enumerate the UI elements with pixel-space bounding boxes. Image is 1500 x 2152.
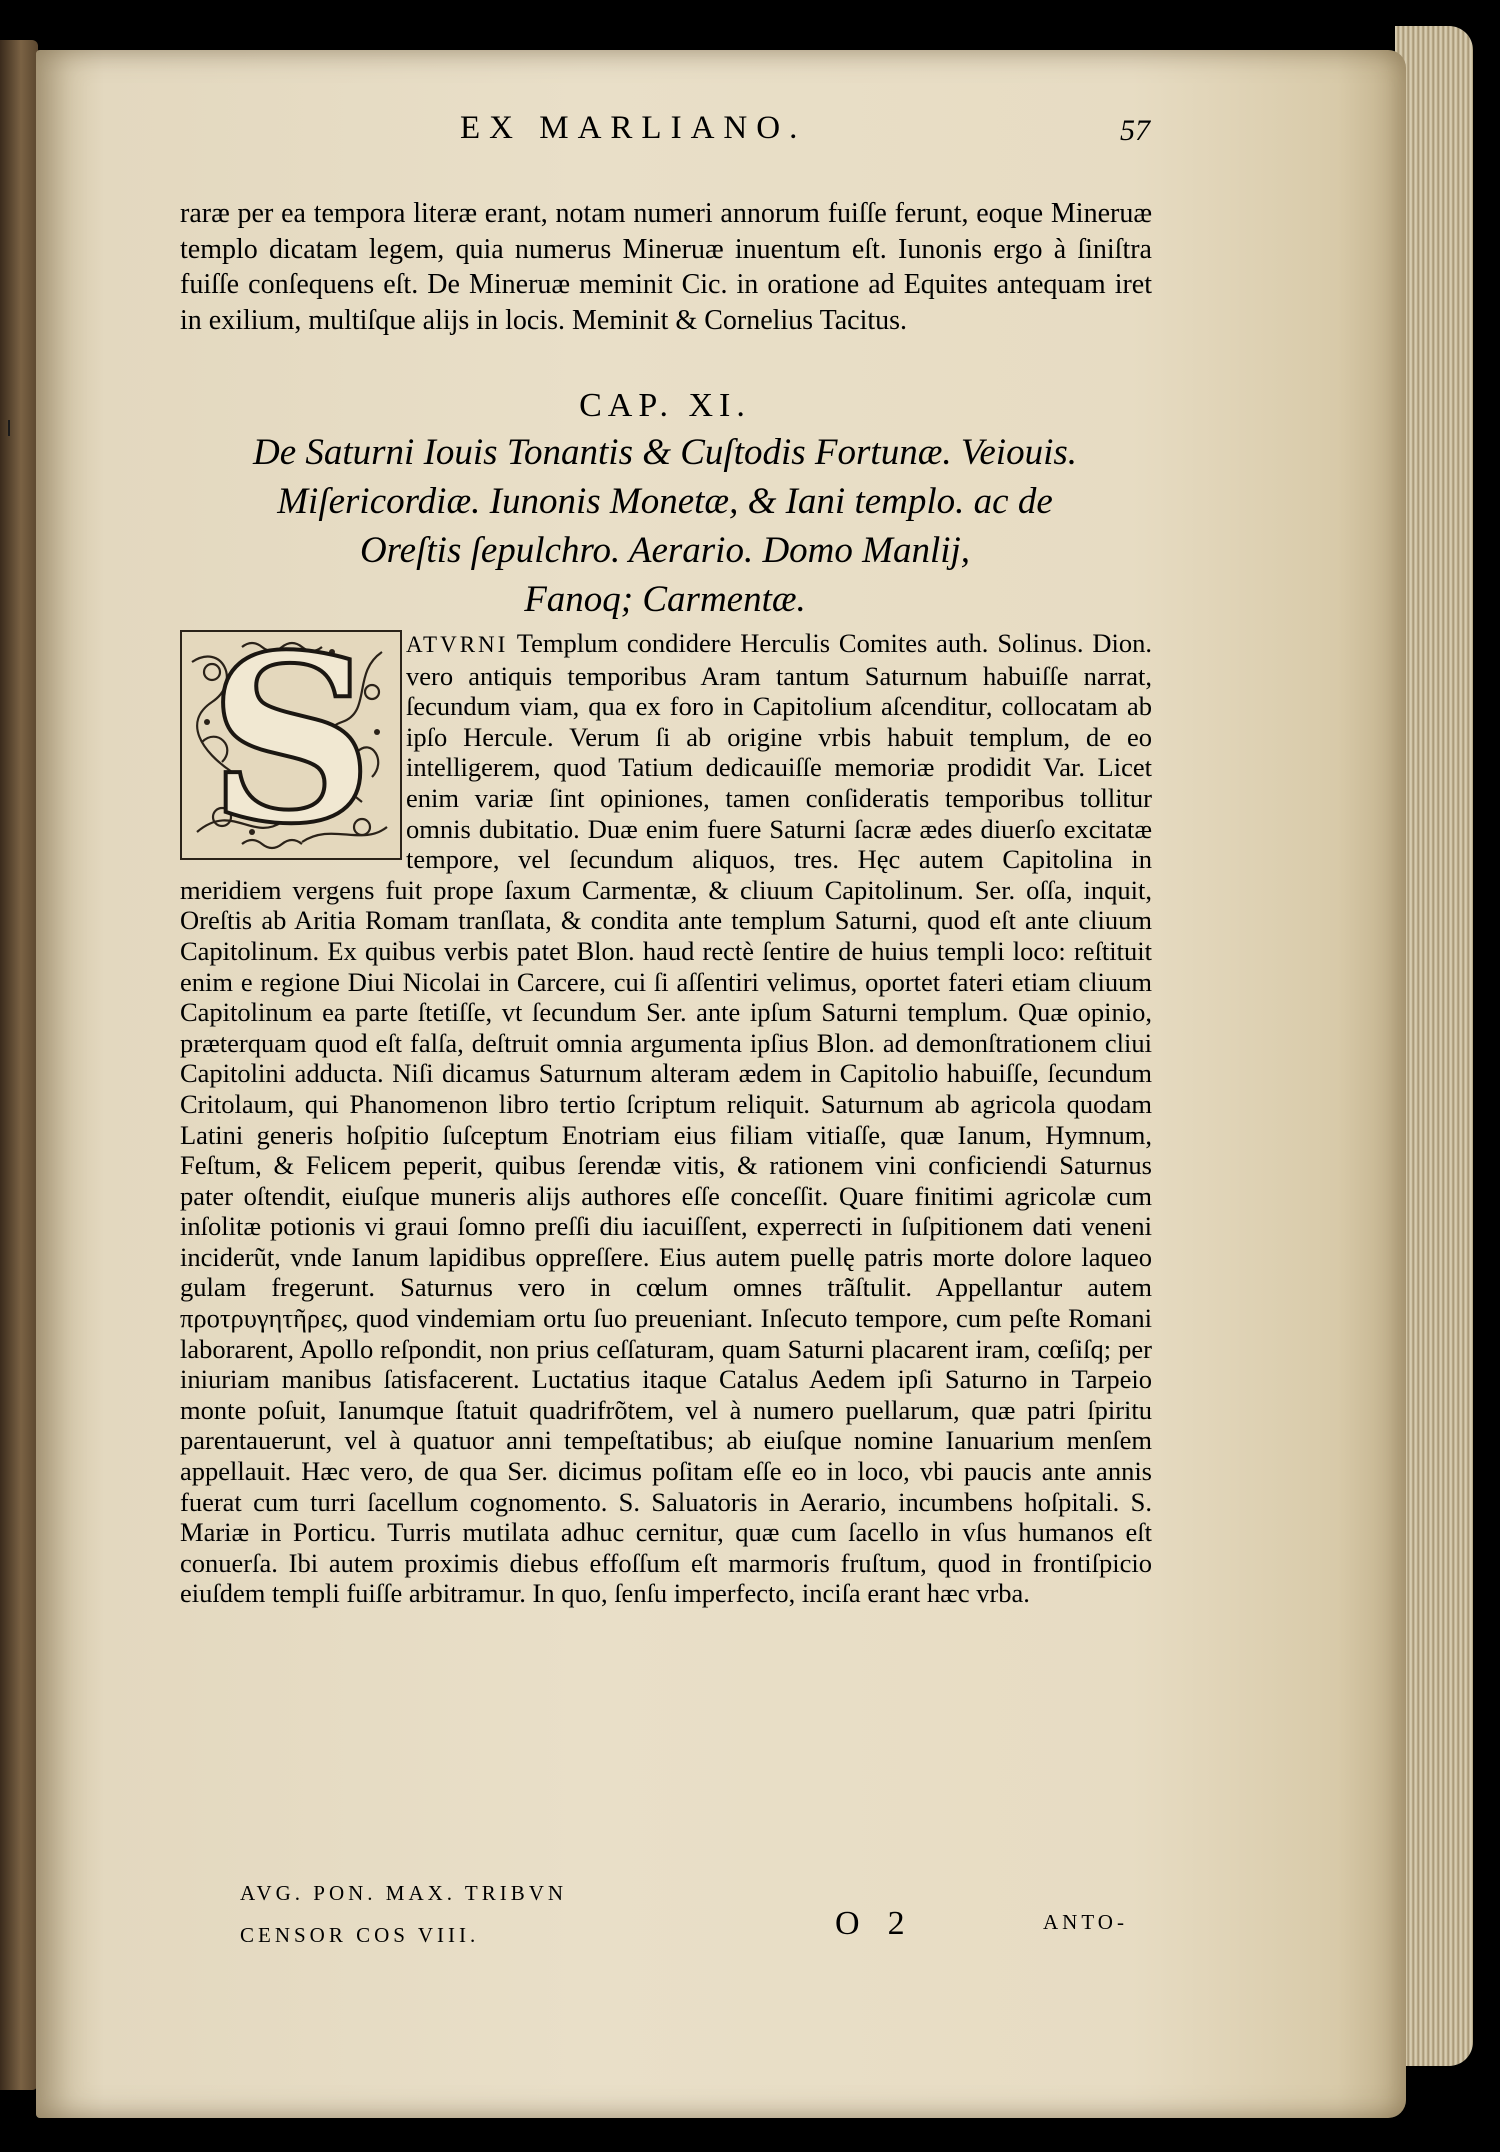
signature-mark (835, 1905, 933, 1943)
decorated-initial (180, 605, 402, 875)
inscription-line: CENSOR COS VIII. (240, 1923, 480, 1947)
catchword: ANTO- (1043, 1910, 1128, 1934)
inscription-line: AVG. PON. MAX. TRIBVN (240, 1881, 568, 1905)
inscription (240, 1872, 567, 1956)
running-head: EX MARLIANO. (460, 110, 807, 146)
chapter-title-line: Oreſtis ſepulchro. Aerario. Domo Manlij, (359, 530, 971, 571)
opening-caps: ATVRNI (406, 632, 509, 657)
page-number: 57 (1120, 114, 1150, 147)
chapter-title-line: De Saturni Iouis Tonantis & Cuſtodis Fortunæ. Veiouis. (252, 432, 1078, 473)
margin-mark (8, 420, 10, 436)
signature-letter: O (835, 1905, 860, 1942)
chapter-title-line: Fanoq; Carmentæ. (524, 579, 806, 620)
signature-number: 2 (887, 1905, 905, 1942)
page-header (180, 110, 1150, 160)
intro-paragraph: raræ per ea tempora literæ erant, notam numeri annorum fuiſſe ferunt, eoque Mineruæ templo dicatam legem, quia numerus Mineruæ inuentum eſt. Iunonis ergo à ſiniſtra fuiſſe conſequens eſt. De Mineruæ meminit Cic. in oratione ad Equites antequam iret in exilium, multiſque alijs in locis. Meminit & Cornelius Tacitus. (180, 198, 1152, 336)
chapter-title (180, 428, 1150, 624)
main-body: Templum condidere Herculis Comites auth. Solinus. Dion. vero antiquis temporibus Aram tantum Saturnum habuiſſe narrat, ſecundum viam, qua ex foro in Capitolium aſcenditur, collocatam ab ipſo Hercule. Verum ſi ab origine vrbis habuit templum, de eo intelligerem, quod Tatium dedicauiſſe memoriæ prodidit Var. Licet enim variæ ſint opiniones, tamen conſideratis temporibus tollitur omnis dubitatio. Duæ enim fuere Saturni ſacræ ædes diuerſo excitatæ tempore, vel ſecundum aliquos, tres. Hęc autem Capitolina in meridiem vergens fuit prope ſaxum Carmentæ, & cliuum Capitolinum. Ser. oſſa, inquit, Oreſtis ab Aritia Romam tranſlata, & condita ante templum Saturni, quod eſt ante cliuum Capitolinum. Ex quibus verbis patet Blon. haud rectè ſentire de huius templi loco: reſtituit enim e regione Diui Nicolai in Carcere, cui ſi aſſentiri velimus, oportet fateri etiam cliuum Capitolinum ea parte ſtetiſſe, vt ſecundum Ser. ante ipſum Saturni templum. Quæ opinio, præterquam quod eſt falſa, deſtruit omnia argumenta ipſius Blon. ad demonſtrationem cliui Capitolini adducta. Niſi dicamus Saturnum alteram ædem in Capitolio habuiſſe, ſecundum Critolaum, qui Phanomenon libro tertio ſcriptum reliquit. Saturnum ab agricola quodam Latini generis hoſpitio ſuſceptum Enotriam eius filiam vitiaſſe, quæ Ianum, Hymnum, Feſtum, & Felicem peperit, quibus ſerendæ vitis, & rationem vini conficiendi Saturnus pater oſtendit, eiuſque muneris alijs authores eſſe conceſſit. Quare finitimi agricolæ cum inſolitæ potionis vi graui ſomno preſſi diu iacuiſſent, experrecti in ſuſpitionem dati veneni inciderũt, vnde Ianum lapidibus oppreſſere. Eius autem puellę patris morte dolore laqueo gulam fregerunt. Saturnus vero in cœlum omnes trãſtulit. Appellantur autem προτρυγητῆρες, quod vindemiam ortu ſuo preueniant. Inſecuto tempore, cum peſte Romani laborarent, Apollo reſpondit, non prius ceſſaturam, quam Saturni placarent iram, cœſiſq; per iniuriam manibus ſatisfacerent. Luctatius itaque Catalus Aedem ipſi Saturno in Tarpeio monte poſuit, Ianumque ſtatuit quadrifrõtem, vel à numero puellarum, quæ patri ſpiritu parentauerunt, vel à quatuor anni tempeſtatibus; ab eiuſque nomine Ianuarium menſem appellauit. Hæc vero, de qua Ser. dicimus poſitam eſſe eo in loco, vbi paucis ante annis fuerat cum turri ſacellum cognomento. S. Saluatoris in Aerario, incumbens hoſpitali. S. Mariæ in Porticu. Turris mutilata adhuc cernitur, quæ cum ſacello in vſus humanos eſt conuerſa. Ibi autem proximis diebus effoſſum eſt marmoris fruſtum, quod in frontiſpicio eiuſdem templi fuiſſe arbitramur. In quo, ſenſu imperfecto, inciſa erant hæc vrba. (180, 628, 1153, 1609)
chapter-title-line: Miſericordiæ. Iunonis Monetæ, & Iani templo. ac de (277, 481, 1053, 522)
chapter-heading: CAP. XI. (579, 387, 751, 424)
initial-letter: S (207, 605, 375, 875)
